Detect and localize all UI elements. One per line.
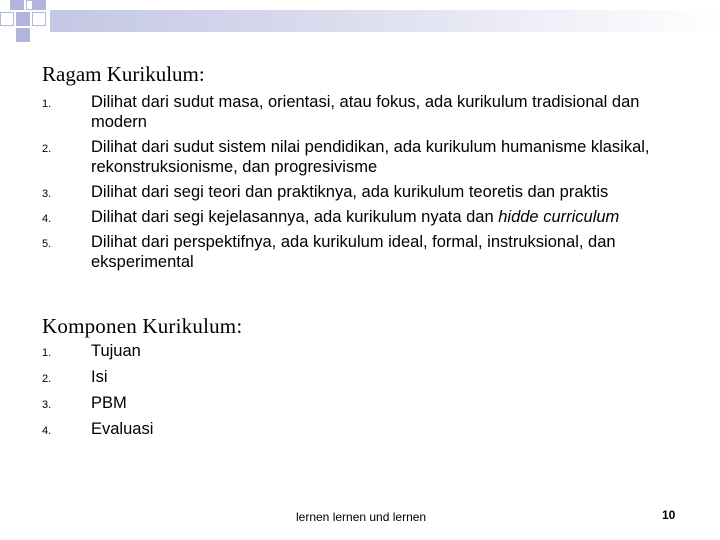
list-item xyxy=(42,207,682,227)
page-number: 10 xyxy=(662,508,676,522)
list-item-number: 2. xyxy=(42,143,52,155)
list-item-text: PBM xyxy=(91,394,127,412)
list-item xyxy=(42,92,682,132)
list-item-number: 3. xyxy=(42,188,52,200)
list-item-text: Dilihat dari perspektifnya, ada kurikulum ideal, formal, instruksional, dan eksperimental xyxy=(91,233,616,271)
list-item-text: Evaluasi xyxy=(91,420,154,438)
footer-text: lernen lernen und lernen xyxy=(296,510,427,524)
list-item-italic-text: hidde curriculum xyxy=(498,208,620,226)
list-item-text: Isi xyxy=(91,368,108,386)
list-item-number: 4. xyxy=(42,213,52,225)
list-item xyxy=(42,182,682,202)
list-item xyxy=(42,232,682,272)
list-item-text: Dilihat dari segi teori dan praktiknya, ada kurikulum teoretis dan praktis xyxy=(91,183,609,201)
list-item-text: Dilihat dari sudut masa, orientasi, atau fokus, ada kurikulum tradisional dan modern xyxy=(91,93,640,131)
list-item-number: 2. xyxy=(42,373,52,385)
list-item-number: 3. xyxy=(42,399,52,411)
list-item-number: 1. xyxy=(42,98,52,110)
list-item xyxy=(42,419,682,439)
list-item-number: 1. xyxy=(42,347,52,359)
list-item-text: Dilihat dari segi kejelasannya, ada kurikulum nyata dan xyxy=(91,208,499,226)
list-item xyxy=(42,341,682,361)
header-gradient-bar xyxy=(50,10,720,32)
ragam-list xyxy=(42,92,682,277)
list-item xyxy=(42,137,682,177)
list-item-text: Dilihat dari sudut sistem nilai pendidikan, ada kurikulum humanisme klasikal, rekonstruksionisme, dan progresivisme xyxy=(91,138,650,176)
komponen-list xyxy=(42,341,682,445)
list-item xyxy=(42,393,682,413)
list-item-number: 4. xyxy=(42,425,52,437)
list-item-number: 5. xyxy=(42,238,52,250)
section-title-ragam: Ragam Kurikulum: xyxy=(42,62,205,86)
section-title-komponen: Komponen Kurikulum: xyxy=(42,314,243,338)
list-item-text: Tujuan xyxy=(91,342,141,360)
list-item xyxy=(42,367,682,387)
